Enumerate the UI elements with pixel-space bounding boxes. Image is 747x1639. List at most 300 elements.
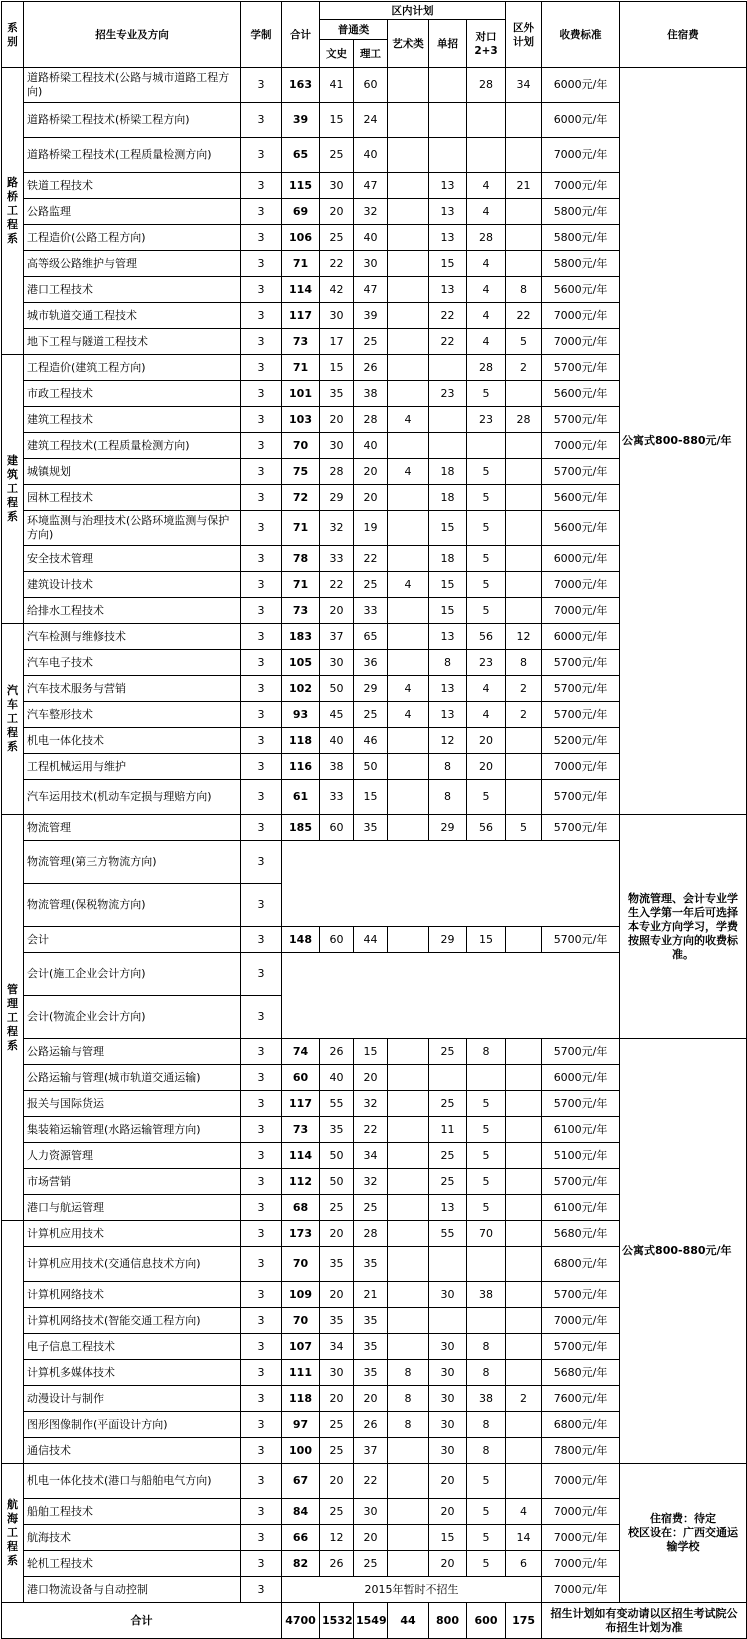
- duikou-cell: [467, 1065, 506, 1091]
- wenshi-cell: 26: [320, 1551, 354, 1577]
- fee-cell: 6800元/年: [542, 1247, 620, 1282]
- art-cell: [388, 1065, 429, 1091]
- total-cell: 183: [282, 624, 320, 650]
- wenshi-cell: 42: [320, 277, 354, 303]
- single-cell: 13: [429, 676, 467, 702]
- single-cell: 30: [429, 1360, 467, 1386]
- dept-name-cell: [2, 355, 24, 624]
- major-name: 工程机械运用与维护: [24, 754, 241, 780]
- major-name: 园林工程技术: [24, 485, 241, 511]
- duikou-cell: 5: [467, 511, 506, 546]
- merged-blank-cell: [282, 953, 620, 1039]
- major-name: 工程造价(公路工程方向): [24, 225, 241, 251]
- wenshi-cell: 25: [320, 225, 354, 251]
- ligong-cell: 46: [354, 728, 388, 754]
- total-cell: 105: [282, 650, 320, 676]
- duikou-cell: 20: [467, 728, 506, 754]
- major-name: 建筑工程技术(工程质量检测方向): [24, 433, 241, 459]
- major-name: 集装箱运输管理(水路运输管理方向): [24, 1117, 241, 1143]
- years-cell: 3: [241, 1169, 282, 1195]
- major-name: 安全技术管理: [24, 546, 241, 572]
- major-name: 图形图像制作(平面设计方向): [24, 1412, 241, 1438]
- wenshi-cell: 50: [320, 1169, 354, 1195]
- ligong-cell: 20: [354, 1065, 388, 1091]
- fee-cell: 5700元/年: [542, 1169, 620, 1195]
- fee-cell: 7000元/年: [542, 754, 620, 780]
- fee-cell: 7000元/年: [542, 1464, 620, 1499]
- art-cell: [388, 1091, 429, 1117]
- outside-cell: [506, 381, 542, 407]
- total-cell: 70: [282, 1308, 320, 1334]
- major-name: 建筑工程技术: [24, 407, 241, 433]
- art-cell: [388, 598, 429, 624]
- art-cell: 4: [388, 676, 429, 702]
- art-cell: [388, 546, 429, 572]
- ligong-cell: 47: [354, 173, 388, 199]
- fee-cell: 5600元/年: [542, 381, 620, 407]
- major-name: 航海技术: [24, 1525, 241, 1551]
- years-cell: 3: [241, 1525, 282, 1551]
- dorm-fee-note: 住宿费：待定 校区设在：广西交通运输学校: [620, 1464, 747, 1603]
- ligong-cell: 38: [354, 381, 388, 407]
- art-cell: [388, 624, 429, 650]
- total-cell: 109: [282, 1282, 320, 1308]
- art-cell: [388, 173, 429, 199]
- wenshi-cell: 40: [320, 1065, 354, 1091]
- art-cell: [388, 1282, 429, 1308]
- header-out-region: 区外 计划: [506, 2, 542, 68]
- years-cell: 3: [241, 841, 282, 884]
- summary-ligong: 1549: [354, 1603, 388, 1639]
- major-name: 环境监测与治理技术(公路环境监测与保护方向): [24, 511, 241, 546]
- wenshi-cell: 20: [320, 407, 354, 433]
- art-cell: [388, 1525, 429, 1551]
- fee-cell: 5100元/年: [542, 1143, 620, 1169]
- wenshi-cell: 25: [320, 1412, 354, 1438]
- outside-cell: [506, 1143, 542, 1169]
- fee-cell: 5680元/年: [542, 1221, 620, 1247]
- fee-cell: 5600元/年: [542, 485, 620, 511]
- outside-cell: [506, 728, 542, 754]
- single-cell: 25: [429, 1169, 467, 1195]
- total-cell: 70: [282, 433, 320, 459]
- fee-cell: 7000元/年: [542, 1525, 620, 1551]
- wenshi-cell: 35: [320, 1117, 354, 1143]
- wenshi-cell: 37: [320, 624, 354, 650]
- wenshi-cell: 22: [320, 572, 354, 598]
- art-cell: [388, 1499, 429, 1525]
- major-name: 工程造价(建筑工程方向): [24, 355, 241, 381]
- major-name: 物流管理: [24, 815, 241, 841]
- single-cell: 30: [429, 1412, 467, 1438]
- art-cell: 4: [388, 702, 429, 728]
- major-name: 给排水工程技术: [24, 598, 241, 624]
- single-cell: [429, 1065, 467, 1091]
- major-name: 报关与国际货运: [24, 1091, 241, 1117]
- single-cell: 13: [429, 225, 467, 251]
- years-cell: 3: [241, 1039, 282, 1065]
- ligong-cell: 40: [354, 433, 388, 459]
- years-cell: 3: [241, 598, 282, 624]
- summary-single: 800: [429, 1603, 467, 1639]
- header-dorm: 住宿费: [620, 2, 747, 68]
- single-cell: 11: [429, 1117, 467, 1143]
- single-cell: 25: [429, 1143, 467, 1169]
- years-cell: 3: [241, 459, 282, 485]
- ligong-cell: 25: [354, 702, 388, 728]
- duikou-cell: 5: [467, 1499, 506, 1525]
- header-art: 艺术类: [388, 20, 429, 68]
- major-name: 港口与航运管理: [24, 1195, 241, 1221]
- duikou-cell: 4: [467, 199, 506, 225]
- single-cell: [429, 407, 467, 433]
- outside-cell: 2: [506, 702, 542, 728]
- outside-cell: [506, 1282, 542, 1308]
- total-cell: 118: [282, 1386, 320, 1412]
- fee-cell: 5700元/年: [542, 1039, 620, 1065]
- wenshi-cell: 29: [320, 485, 354, 511]
- years-cell: 3: [241, 1334, 282, 1360]
- ligong-cell: 35: [354, 815, 388, 841]
- wenshi-cell: 26: [320, 1039, 354, 1065]
- years-cell: 3: [241, 754, 282, 780]
- duikou-cell: 28: [467, 68, 506, 103]
- total-cell: 112: [282, 1169, 320, 1195]
- art-cell: [388, 1195, 429, 1221]
- outside-cell: [506, 1117, 542, 1143]
- art-cell: 4: [388, 459, 429, 485]
- wenshi-cell: 17: [320, 329, 354, 355]
- art-cell: [388, 433, 429, 459]
- art-cell: [388, 1438, 429, 1464]
- ligong-cell: 32: [354, 199, 388, 225]
- duikou-cell: 5: [467, 459, 506, 485]
- years-cell: 3: [241, 103, 282, 138]
- total-cell: 72: [282, 485, 320, 511]
- total-cell: 185: [282, 815, 320, 841]
- fee-cell: 6000元/年: [542, 624, 620, 650]
- total-cell: 118: [282, 728, 320, 754]
- fee-cell: 5700元/年: [542, 650, 620, 676]
- major-name: 高等级公路维护与管理: [24, 251, 241, 277]
- dept-name: 路桥工程系: [7, 176, 18, 245]
- outside-cell: [506, 927, 542, 953]
- art-cell: [388, 1464, 429, 1499]
- wenshi-cell: 32: [320, 511, 354, 546]
- outside-cell: [506, 433, 542, 459]
- major-name: 市政工程技术: [24, 381, 241, 407]
- single-cell: 23: [429, 381, 467, 407]
- duikou-cell: 23: [467, 407, 506, 433]
- wenshi-cell: 20: [320, 1282, 354, 1308]
- total-cell: 116: [282, 754, 320, 780]
- enrollment-plan-table: [1, 1, 747, 1639]
- art-cell: [388, 138, 429, 173]
- ligong-cell: 25: [354, 1551, 388, 1577]
- wenshi-cell: 40: [320, 728, 354, 754]
- years-cell: 3: [241, 225, 282, 251]
- fee-cell: 7000元/年: [542, 1499, 620, 1525]
- ligong-cell: 20: [354, 459, 388, 485]
- fee-cell: 5700元/年: [542, 1334, 620, 1360]
- ligong-cell: 26: [354, 355, 388, 381]
- years-cell: 3: [241, 1577, 282, 1603]
- fee-cell: 7000元/年: [542, 1577, 620, 1603]
- total-cell: 97: [282, 1412, 320, 1438]
- fee-cell: 6100元/年: [542, 1195, 620, 1221]
- years-cell: 3: [241, 173, 282, 199]
- ligong-cell: 30: [354, 1499, 388, 1525]
- single-cell: 13: [429, 702, 467, 728]
- single-cell: 15: [429, 1525, 467, 1551]
- single-cell: 29: [429, 927, 467, 953]
- years-cell: 3: [241, 815, 282, 841]
- outside-cell: [506, 1065, 542, 1091]
- years-cell: 3: [241, 407, 282, 433]
- ligong-cell: 32: [354, 1169, 388, 1195]
- art-cell: 4: [388, 407, 429, 433]
- fee-cell: 7000元/年: [542, 173, 620, 199]
- duikou-cell: 5: [467, 1169, 506, 1195]
- ligong-cell: 28: [354, 407, 388, 433]
- art-cell: [388, 225, 429, 251]
- total-cell: 111: [282, 1360, 320, 1386]
- outside-cell: [506, 546, 542, 572]
- ligong-cell: 60: [354, 68, 388, 103]
- dept-name: 汽车工程系: [7, 684, 18, 753]
- duikou-cell: 4: [467, 303, 506, 329]
- header-arts-sci: 文史: [320, 40, 354, 68]
- major-name: 计算机应用技术(交通信息技术方向): [24, 1247, 241, 1282]
- years-cell: 3: [241, 329, 282, 355]
- single-cell: 15: [429, 572, 467, 598]
- duikou-cell: 56: [467, 624, 506, 650]
- years-cell: 3: [241, 780, 282, 815]
- outside-cell: 5: [506, 815, 542, 841]
- summary-label: 合计: [2, 1603, 282, 1639]
- duikou-cell: 5: [467, 1464, 506, 1499]
- fee-cell: 5700元/年: [542, 355, 620, 381]
- total-cell: 100: [282, 1438, 320, 1464]
- ligong-cell: 47: [354, 277, 388, 303]
- art-cell: [388, 355, 429, 381]
- art-cell: [388, 511, 429, 546]
- major-name: 轮机工程技术: [24, 1551, 241, 1577]
- wenshi-cell: 33: [320, 546, 354, 572]
- single-cell: [429, 433, 467, 459]
- years-cell: 3: [241, 1282, 282, 1308]
- years-cell: 3: [241, 1143, 282, 1169]
- duikou-cell: 38: [467, 1386, 506, 1412]
- art-cell: 4: [388, 572, 429, 598]
- duikou-cell: 4: [467, 702, 506, 728]
- ligong-cell: 39: [354, 303, 388, 329]
- ligong-cell: 15: [354, 1039, 388, 1065]
- outside-cell: [506, 1091, 542, 1117]
- outside-cell: 12: [506, 624, 542, 650]
- table-row: [2, 1464, 747, 1499]
- fee-cell: 7000元/年: [542, 1308, 620, 1334]
- dept-name: 管理工程系: [7, 982, 18, 1052]
- art-cell: [388, 1169, 429, 1195]
- years-cell: 3: [241, 1065, 282, 1091]
- ligong-cell: 19: [354, 511, 388, 546]
- fee-cell: 5700元/年: [542, 459, 620, 485]
- outside-cell: 14: [506, 1525, 542, 1551]
- single-cell: [429, 138, 467, 173]
- outside-cell: [506, 103, 542, 138]
- years-cell: 3: [241, 1247, 282, 1282]
- single-cell: 25: [429, 1091, 467, 1117]
- outside-cell: 34: [506, 68, 542, 103]
- duikou-cell: 38: [467, 1282, 506, 1308]
- single-cell: 25: [429, 1039, 467, 1065]
- years-cell: 3: [241, 251, 282, 277]
- outside-cell: [506, 1039, 542, 1065]
- ligong-cell: 33: [354, 598, 388, 624]
- outside-cell: [506, 511, 542, 546]
- total-cell: 71: [282, 251, 320, 277]
- wenshi-cell: 30: [320, 650, 354, 676]
- outside-cell: [506, 572, 542, 598]
- total-cell: 117: [282, 303, 320, 329]
- duikou-cell: 5: [467, 1091, 506, 1117]
- fee-cell: 6000元/年: [542, 68, 620, 103]
- years-cell: 3: [241, 1412, 282, 1438]
- major-name: 动漫设计与制作: [24, 1386, 241, 1412]
- years-cell: 3: [241, 1195, 282, 1221]
- outside-cell: [506, 1247, 542, 1282]
- duikou-cell: 4: [467, 277, 506, 303]
- single-cell: 15: [429, 511, 467, 546]
- years-cell: 3: [241, 1499, 282, 1525]
- summary-note: 招生计划如有变动请以区招生考试院公布招生计划为准: [542, 1603, 747, 1639]
- fee-cell: 7000元/年: [542, 572, 620, 598]
- ligong-cell: 35: [354, 1308, 388, 1334]
- years-cell: 3: [241, 1221, 282, 1247]
- dept-name-cell: [2, 624, 24, 815]
- art-cell: [388, 277, 429, 303]
- wenshi-cell: 30: [320, 303, 354, 329]
- fee-cell: 5700元/年: [542, 1282, 620, 1308]
- ligong-cell: 25: [354, 329, 388, 355]
- art-cell: [388, 103, 429, 138]
- single-cell: 30: [429, 1282, 467, 1308]
- ligong-cell: 28: [354, 1221, 388, 1247]
- duikou-cell: 20: [467, 754, 506, 780]
- outside-cell: [506, 251, 542, 277]
- fee-cell: 6000元/年: [542, 546, 620, 572]
- major-name: 港口物流设备与自动控制: [24, 1577, 241, 1603]
- art-cell: [388, 927, 429, 953]
- art-cell: [388, 1221, 429, 1247]
- total-cell: 67: [282, 1464, 320, 1499]
- duikou-cell: 70: [467, 1221, 506, 1247]
- years-cell: 3: [241, 1438, 282, 1464]
- outside-cell: [506, 1438, 542, 1464]
- single-cell: [429, 355, 467, 381]
- dept-name-cell: [2, 1221, 24, 1464]
- outside-cell: [506, 199, 542, 225]
- art-cell: 8: [388, 1412, 429, 1438]
- total-cell: 65: [282, 138, 320, 173]
- ligong-cell: 32: [354, 1091, 388, 1117]
- fee-cell: 7600元/年: [542, 1386, 620, 1412]
- single-cell: 20: [429, 1499, 467, 1525]
- duikou-cell: 8: [467, 1360, 506, 1386]
- wenshi-cell: 35: [320, 1247, 354, 1282]
- duikou-cell: 4: [467, 251, 506, 277]
- fee-cell: 5200元/年: [542, 728, 620, 754]
- wenshi-cell: 25: [320, 1195, 354, 1221]
- major-name: 人力资源管理: [24, 1143, 241, 1169]
- summary-art: 44: [388, 1603, 429, 1639]
- single-cell: 15: [429, 251, 467, 277]
- years-cell: 3: [241, 996, 282, 1039]
- years-cell: 3: [241, 953, 282, 996]
- total-cell: 84: [282, 1499, 320, 1525]
- header-counterpart: 对口 2+3: [467, 20, 506, 68]
- fee-cell: 5600元/年: [542, 277, 620, 303]
- outside-cell: [506, 459, 542, 485]
- wenshi-cell: 34: [320, 1334, 354, 1360]
- major-name: 地下工程与隧道工程技术: [24, 329, 241, 355]
- outside-cell: 6: [506, 1551, 542, 1577]
- fee-cell: 7000元/年: [542, 598, 620, 624]
- ligong-cell: 15: [354, 780, 388, 815]
- total-cell: 73: [282, 598, 320, 624]
- total-cell: 78: [282, 546, 320, 572]
- table-row: [2, 68, 747, 103]
- art-cell: [388, 1039, 429, 1065]
- major-name: 道路桥梁工程技术(工程质量检测方向): [24, 138, 241, 173]
- outside-cell: [506, 1308, 542, 1334]
- total-cell: 71: [282, 511, 320, 546]
- major-name: 汽车运用技术(机动车定损与理赔方向): [24, 780, 241, 815]
- wenshi-cell: 28: [320, 459, 354, 485]
- total-cell: 73: [282, 1117, 320, 1143]
- years-cell: 3: [241, 927, 282, 953]
- major-name: 汽车检测与维修技术: [24, 624, 241, 650]
- fee-cell: 5600元/年: [542, 511, 620, 546]
- total-cell: 66: [282, 1525, 320, 1551]
- wenshi-cell: 12: [320, 1525, 354, 1551]
- art-cell: [388, 303, 429, 329]
- wenshi-cell: 41: [320, 68, 354, 103]
- fee-cell: 5800元/年: [542, 199, 620, 225]
- art-cell: [388, 1551, 429, 1577]
- fee-cell: 7000元/年: [542, 138, 620, 173]
- ligong-cell: 22: [354, 546, 388, 572]
- major-name: 港口工程技术: [24, 277, 241, 303]
- major-name: 物流管理(第三方物流方向): [24, 841, 241, 884]
- art-cell: [388, 1308, 429, 1334]
- total-cell: 101: [282, 381, 320, 407]
- outside-cell: 8: [506, 277, 542, 303]
- single-cell: 18: [429, 546, 467, 572]
- outside-cell: [506, 1169, 542, 1195]
- years-cell: 3: [241, 572, 282, 598]
- summary-row: [2, 1603, 747, 1639]
- major-name: 计算机应用技术: [24, 1221, 241, 1247]
- wenshi-cell: 20: [320, 1464, 354, 1499]
- outside-cell: [506, 225, 542, 251]
- total-cell: 70: [282, 1247, 320, 1282]
- fee-cell: 5700元/年: [542, 927, 620, 953]
- ligong-cell: 20: [354, 485, 388, 511]
- single-cell: 8: [429, 650, 467, 676]
- years-cell: 3: [241, 277, 282, 303]
